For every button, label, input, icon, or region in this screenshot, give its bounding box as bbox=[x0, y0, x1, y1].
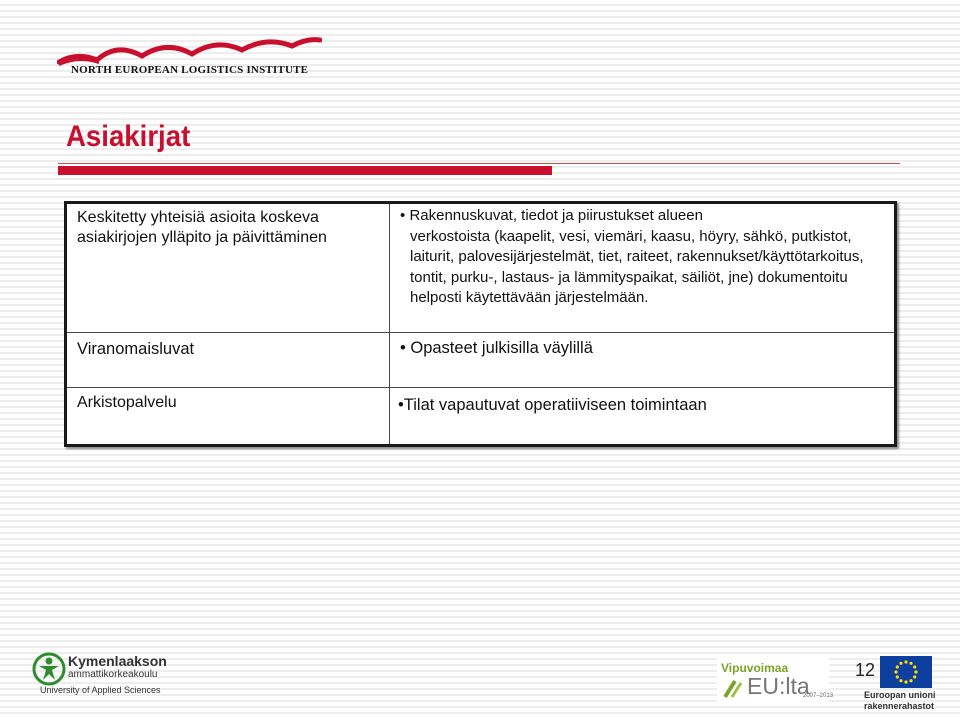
document-table bbox=[64, 201, 897, 447]
title-underline-bar bbox=[58, 166, 552, 175]
table-row bbox=[66, 388, 896, 446]
row-label-cell bbox=[66, 333, 390, 388]
kyamk-figure-icon bbox=[32, 652, 66, 686]
bullet-text: Opasteet julkisilla väylillä bbox=[410, 339, 593, 357]
eu-text: Euroopan unioni bbox=[864, 690, 936, 700]
row-label: Keskitetty yhteisiä asioita koskeva asiakirjojen ylläpito ja päivittäminen bbox=[77, 209, 327, 246]
eu-logo bbox=[866, 656, 942, 712]
logo-text: NORTH EUROPEAN LOGISTICS INSTITUTE bbox=[71, 64, 309, 76]
vipuvoimaa-years: 2007–2013 bbox=[803, 693, 834, 699]
eu-subtext: rakennerahastot bbox=[864, 701, 935, 711]
kyamk-english-name: University of Applied Sciences bbox=[40, 685, 161, 695]
bullet-marker: • bbox=[400, 339, 406, 357]
vipuvoimaa-logo bbox=[717, 657, 834, 703]
row-content-cell bbox=[390, 388, 896, 446]
vipuvoimaa-mark-icon bbox=[723, 679, 743, 699]
vipuvoimaa-title: Vipuvoimaa bbox=[721, 661, 789, 675]
bullet-marker: • bbox=[400, 207, 406, 224]
eu-flag-icon bbox=[880, 656, 932, 688]
bullet-item bbox=[390, 388, 894, 418]
bullet-text-rest: verkostoista (kaapelit, vesi, viemäri, kaasu, höyry, sähkö, putkistot, laiturit, palovesijärjestelmät, tiet, raiteet, rakennukset/käyttötarkoitus, tontit, purku-, lastaus- ja lämmityspaikat, säiliöt, jne) dokumentoitu helposti käytettävään järjestelmään. bbox=[410, 227, 864, 306]
kyamk-logo bbox=[30, 650, 165, 700]
table-row bbox=[66, 333, 896, 388]
table-row bbox=[66, 203, 896, 333]
kyamk-subname: ammattikorkeakoulu bbox=[68, 669, 158, 680]
bullet-item bbox=[390, 333, 894, 361]
row-label-cell bbox=[66, 203, 390, 333]
bullet-text-first: Rakennuskuvat, tiedot ja piirustukset alueen bbox=[409, 207, 703, 224]
kyamk-name: Kymenlaakson bbox=[68, 653, 167, 669]
bullet-item bbox=[390, 204, 894, 309]
page-number: 12 bbox=[855, 660, 876, 680]
page-title: Asiakirjat bbox=[66, 120, 191, 153]
row-label: Viranomaisluvat bbox=[77, 340, 195, 358]
vipuvoimaa-main-text: EU:lta bbox=[747, 673, 810, 699]
bullet-marker: • bbox=[398, 396, 404, 414]
title-underline-thin bbox=[58, 163, 900, 164]
row-label-cell bbox=[66, 388, 390, 446]
row-content-cell bbox=[390, 203, 896, 333]
nel-swoosh-icon bbox=[57, 34, 322, 68]
row-content-cell bbox=[390, 333, 896, 388]
bullet-text: Tilat vapautuvat operatiiviseen toimintaan bbox=[403, 396, 707, 414]
row-label: Arkistopalvelu bbox=[77, 394, 177, 411]
